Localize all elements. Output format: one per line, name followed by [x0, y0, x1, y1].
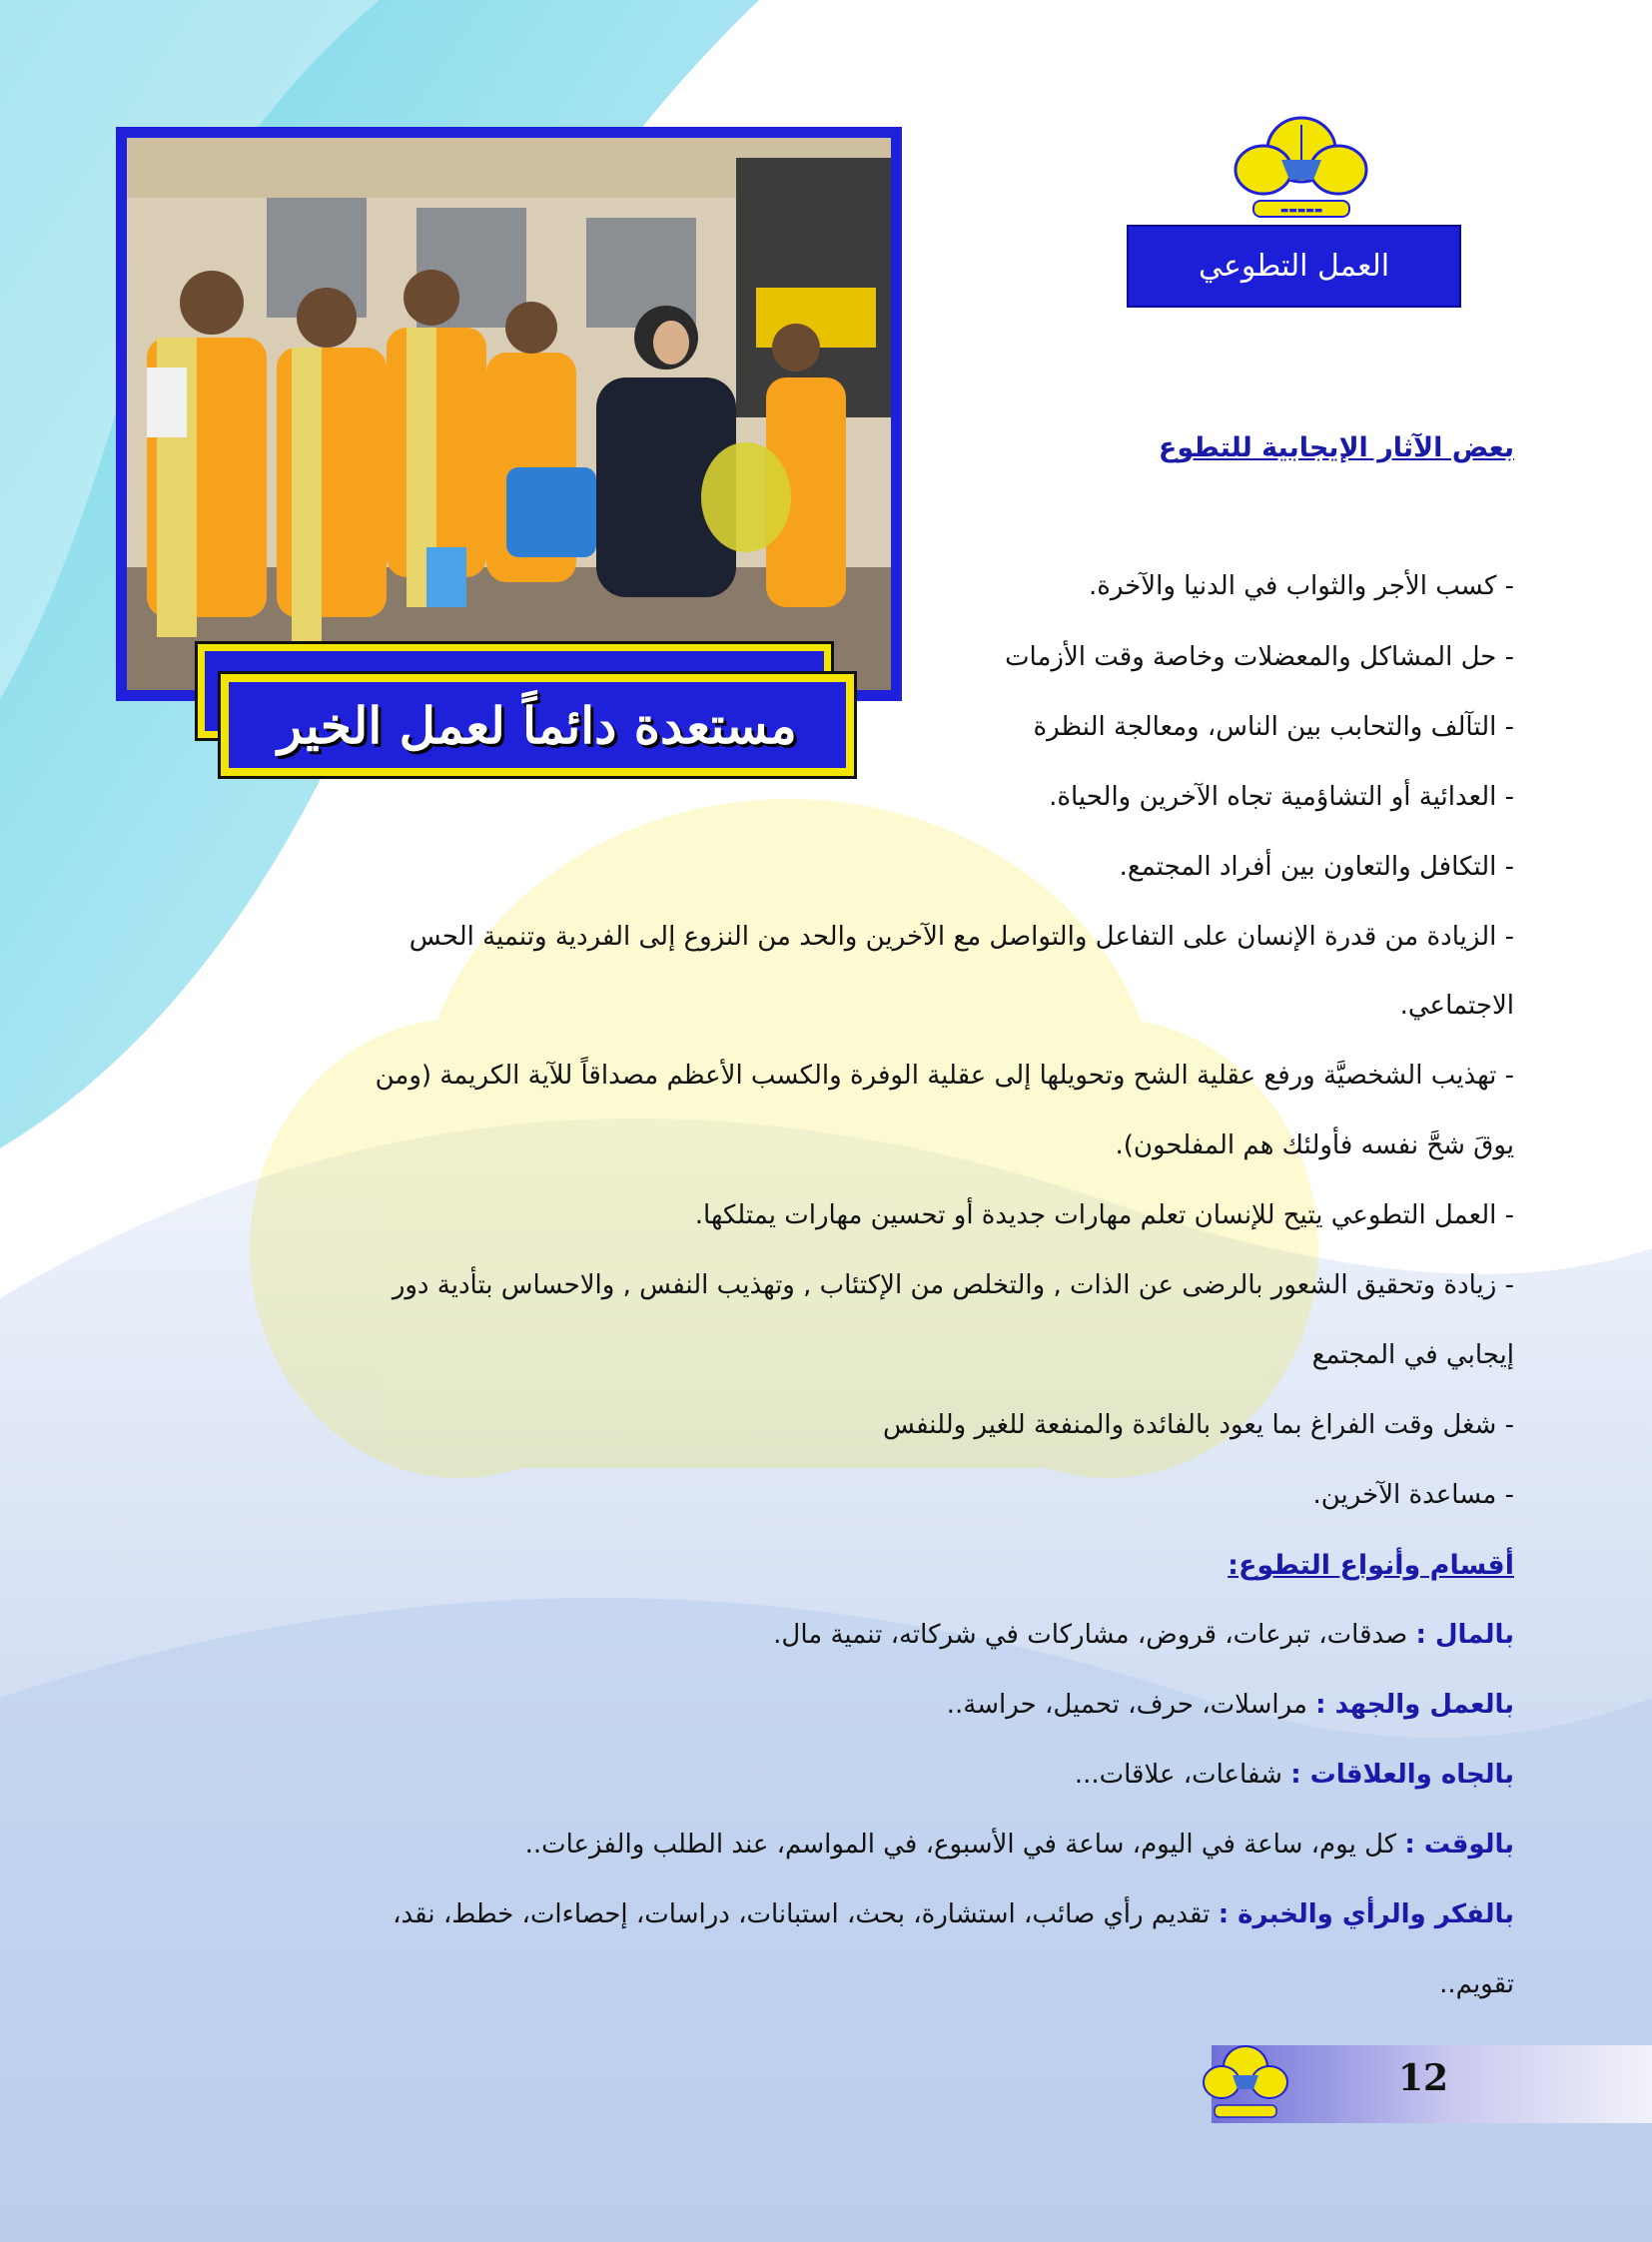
- type-key: بالفكر والرأي والخبرة :: [1218, 1899, 1514, 1929]
- svg-text:▬▬▬▬▬: ▬▬▬▬▬: [1279, 206, 1323, 216]
- effect-line: - شغل وقت الفراغ بما يعود بالفائدة والمنفعة للغير وللنفس: [882, 1410, 1514, 1440]
- type-item: [1075, 1760, 1514, 1790]
- effect-line: - العمل التطوعي يتيح للإنسان تعلم مهارات جديدة أو تحسين مهارات يمتلكها.: [694, 1200, 1514, 1230]
- effect-line: - مساعدة الآخرين.: [1312, 1480, 1514, 1510]
- page-number: 12: [1398, 2057, 1449, 2099]
- effect-line: - كسب الأجر والثواب في الدنيا والآخرة.: [1088, 571, 1514, 601]
- type-value: تقديم رأي صائب، استشارة، بحث، استبانات، دراسات، إحصاءات، خطط، نقد،: [393, 1899, 1219, 1929]
- effect-line: - التآلف والتحابب بين الناس، ومعالجة النظرة: [1033, 712, 1514, 742]
- type-item-continuation: تقويم..: [1439, 1969, 1514, 1999]
- scout-association-logo: [1224, 105, 1378, 230]
- effect-line: - زيادة وتحقيق الشعور بالرضى عن الذات , والتخلص من الإكتئاب , وتهذيب النفس , والاحساس بتأدية دور: [392, 1270, 1514, 1300]
- effect-line: - التكافل والتعاون بين أفراد المجتمع.: [1119, 852, 1514, 882]
- slogan-banner: [218, 671, 857, 779]
- type-key: بالمال :: [1415, 1620, 1514, 1650]
- type-item: [773, 1620, 1514, 1650]
- type-value: مراسلات، حرف، تحميل، حراسة..: [946, 1690, 1316, 1720]
- footer-logo: [1197, 2037, 1294, 2125]
- effects-heading: بعض الآثار الإيجابية للتطوع: [1158, 432, 1514, 463]
- slogan-text: مستعدة دائماً لعمل الخير: [278, 695, 797, 755]
- type-key: بالوقت :: [1404, 1830, 1514, 1860]
- volunteer-photo: [127, 138, 891, 690]
- type-key: بالعمل والجهد :: [1315, 1690, 1514, 1720]
- type-item: [525, 1830, 1514, 1860]
- effect-line: الاجتماعي.: [1399, 991, 1514, 1021]
- section-label: العمل التطوعي: [1127, 225, 1461, 308]
- types-heading: أقسام وأنواع التطوع:: [1228, 1550, 1514, 1581]
- effect-line: إيجابي في المجتمع: [1311, 1340, 1514, 1370]
- effect-line: - حل المشاكل والمعضلات وخاصة وقت الأزمات: [1005, 642, 1514, 672]
- type-value: صدقات، تبرعات، قروض، مشاركات في شركاته، تنمية مال.: [773, 1620, 1416, 1650]
- effect-line: يوقَ شحَّ نفسه فأولئك هم المفلحون).: [1115, 1130, 1514, 1160]
- effect-line: - تهذيب الشخصيَّة ورفع عقلية الشح وتحويلها إلى عقلية الوفرة والكسب الأعظم مصداقاً للآية الكريمة (ومن: [375, 1061, 1514, 1091]
- effect-line: - العدائية أو التشاؤمية تجاه الآخرين والحياة.: [1049, 782, 1514, 812]
- type-key: بالجاه والعلاقات :: [1290, 1760, 1514, 1790]
- photo-frame: [116, 127, 902, 701]
- type-value: شفاعات، علاقات...: [1074, 1760, 1291, 1790]
- type-value: كل يوم، ساعة في اليوم، ساعة في الأسبوع، في المواسم، عند الطلب والفزعات..: [524, 1830, 1405, 1860]
- effect-line: - الزيادة من قدرة الإنسان على التفاعل والتواصل مع الآخرين والحد من النزوع إلى الفردية وتنمية الحس: [409, 922, 1514, 952]
- type-item: [393, 1899, 1514, 1929]
- type-item: [947, 1690, 1514, 1720]
